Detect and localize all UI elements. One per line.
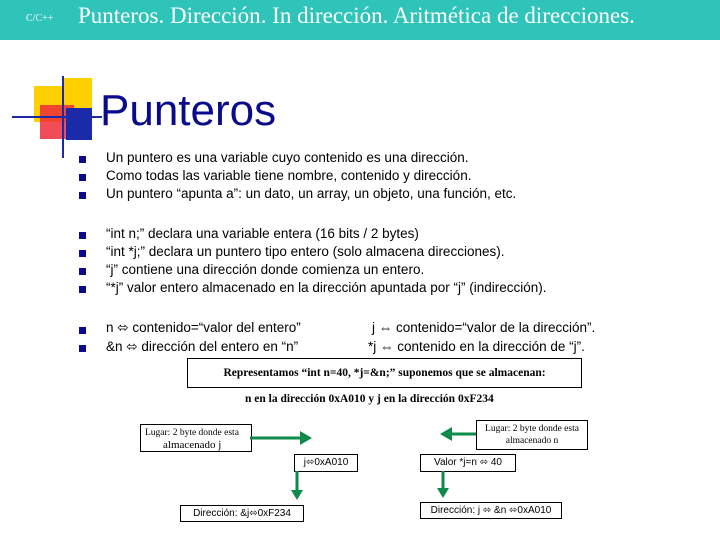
right-col-text-2: *j ⇔ contenido en la dirección de “j”. xyxy=(368,339,585,354)
bullet-text-3: Un puntero “apunta a”: un dato, un array, un objeto, una función, etc. xyxy=(106,186,517,201)
bullet-text-9: &n ⬄ dirección del entero en “n” xyxy=(106,339,299,354)
bullet-text-1: Un puntero es una variable cuyo contenido es una dirección. xyxy=(106,150,469,165)
representation-box: Representamos “int n=40, *j=&n;” suponemos que se almacenan: xyxy=(187,358,582,388)
n-storage-label-line2: almacenado n xyxy=(505,436,559,446)
n-storage-label-line1: Lugar: 2 byte donde esta xyxy=(485,424,579,434)
bullet-text-8: n ⬄ contenido=“valor del entero” xyxy=(106,320,301,335)
bullet-text-7: “*j” valor entero almacenado en la dirección apuntada por “j” (indirección). xyxy=(106,280,547,295)
representation-line-2: n en la dirección 0xA010 y j en la dirección 0xF234 xyxy=(245,393,494,405)
topic-title: Punteros. Dirección. In dirección. Aritmética de direcciones. xyxy=(78,3,635,28)
bullet-text-5: “int *j;” declara un puntero tipo entero (solo almacena direcciones). xyxy=(106,244,505,259)
course-label: C/C++ xyxy=(26,13,54,24)
slide-title: Punteros xyxy=(100,86,277,135)
bullet-text-4: “int n;” declara una variable entera (16 bits / 2 bytes) xyxy=(106,226,419,241)
j-storage-label-line2: almacenado j xyxy=(163,439,222,451)
j-value-box: j⬄0xA010 xyxy=(294,454,358,472)
j-address-box: Dirección: &j⬄0xF234 xyxy=(180,505,304,522)
right-col-text-1: j ⇔ contenido=“valor de la dirección”. xyxy=(372,320,596,335)
j-storage-label-line1: Lugar: 2 byte donde esta xyxy=(145,428,239,438)
bullet-text-6: “j” contiene una dirección donde comienza un entero. xyxy=(106,262,425,277)
bullet-text-2: Como todas las variable tiene nombre, contenido y dirección. xyxy=(106,168,472,183)
n-address-box: Dirección: j ⬄ &n ⬄0xA010 xyxy=(420,502,562,519)
n-value-box: Valor *j=n ⬄ 40 xyxy=(420,454,516,472)
